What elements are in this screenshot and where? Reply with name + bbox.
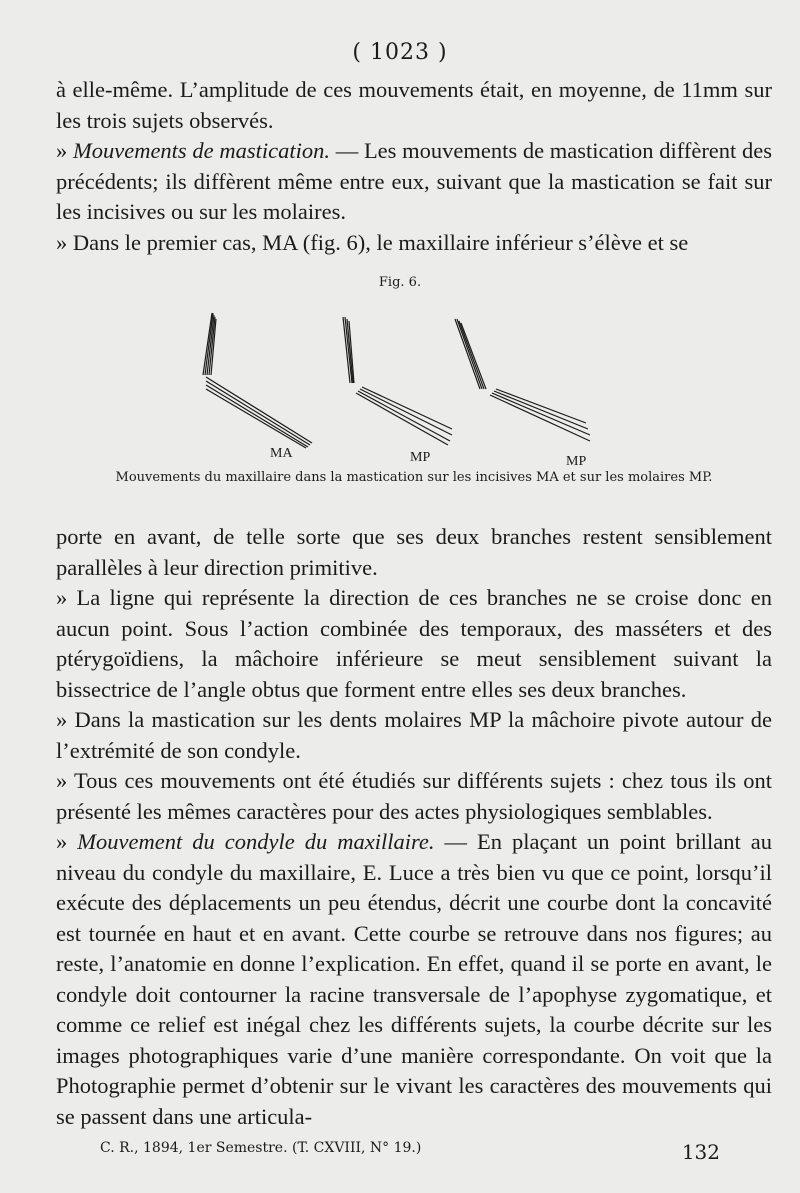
footer-citation: C. R., 1894, 1er Semestre. (T. CXVIII, N° 19.) [100, 1140, 422, 1156]
figure-lines-mp-2 [455, 319, 590, 441]
paragraph [56, 75, 772, 136]
figure-label-ma: MA [270, 446, 293, 461]
paragraph-text: » Tous ces mouvements ont été étudiés sur différents sujets : chez tous ils ont présenté les mêmes caractères pour des actes physiologiques semblables. [56, 768, 772, 824]
bottom-text-block [56, 522, 772, 1132]
paragraph-text: à elle-même. L’amplitude de ces mouvements était, en moyenne, de 11mm sur les trois sujets observés. [56, 77, 772, 133]
paragraph [56, 522, 772, 583]
page-number: ( 1023 ) [352, 40, 448, 65]
footer-page-number: 132 [681, 1140, 720, 1164]
page-footer [100, 1140, 720, 1164]
paragraph-text: » Dans la mastication sur les dents molaires MP la mâchoire pivote autour de l’extrémité de son condyle. [56, 707, 772, 763]
figure-lines-mp-1 [343, 317, 452, 445]
paragraph-text: » La ligne qui représente la direction de ces branches ne se croise donc en aucun point. Sous l’action combinée des temporaux, des masséters et des ptérygoïdiens, la mâchoire inférieure se meut sensiblement suivant la bissectrice de l’angle obtus que forment entre elles ses deux branches. [56, 585, 772, 702]
section-heading-italic: Mouvements de mastication. [72, 138, 330, 163]
figure-title: Fig. 6. [378, 275, 422, 290]
paragraph [56, 766, 772, 827]
paragraph-prefix: » [56, 138, 73, 163]
paragraph [56, 827, 772, 1132]
figure-label-mp-2: MP [566, 454, 587, 465]
section-heading-italic: Mouvement du condyle du maxillaire. [77, 829, 435, 854]
paragraph [56, 136, 772, 228]
figure-6-illustration [180, 305, 620, 465]
paragraph-text: — En plaçant un point brillant au niveau du condyle du maxillaire, E. Luce a très bien vu que ce point, lorsqu’il exécute des déplacements un peu étendus, décrit une courbe dont la concavité est tournée en haut et en avant. Cette courbe se retrouve dans nos figures; au reste, l’anatomie en donne l’explication. En effet, quand il se porte en avant, le condyle doit contourner la racine transversale de l’apophyse zygomatique, et comme ce relief est inégal chez les différents sujets, la courbe décrite sur les images photographiques varie d’une manière correspondante. On voit que la Photographie permet d’obtenir sur le vivant les caractères des mouvements qui se passent dans une articula- [56, 829, 773, 1129]
top-text-block [56, 75, 772, 258]
figure-lines-ma [203, 313, 312, 448]
figure-label-mp-1: MP [410, 450, 431, 465]
paragraph-text: » Dans le premier cas, MA (fig. 6), le maxillaire inférieur s’élève et se [56, 229, 689, 255]
paragraph-text: — Les mouvements de mastication diffèrent des précédents; ils diffèrent même entre eux, suivant que la mastication se fait sur les incisives ou sur les molaires. [56, 138, 773, 224]
paragraph [56, 583, 772, 705]
figure-caption: Mouvements du maxillaire dans la mastication sur les incisives MA et sur les molaires MP. [115, 470, 713, 485]
paragraph [56, 705, 772, 766]
paragraph-prefix: » [56, 829, 78, 854]
paragraph [56, 228, 772, 259]
paragraph-text: porte en avant, de telle sorte que ses deux branches restent sensiblement parallèles à leur direction primitive. [56, 524, 772, 580]
